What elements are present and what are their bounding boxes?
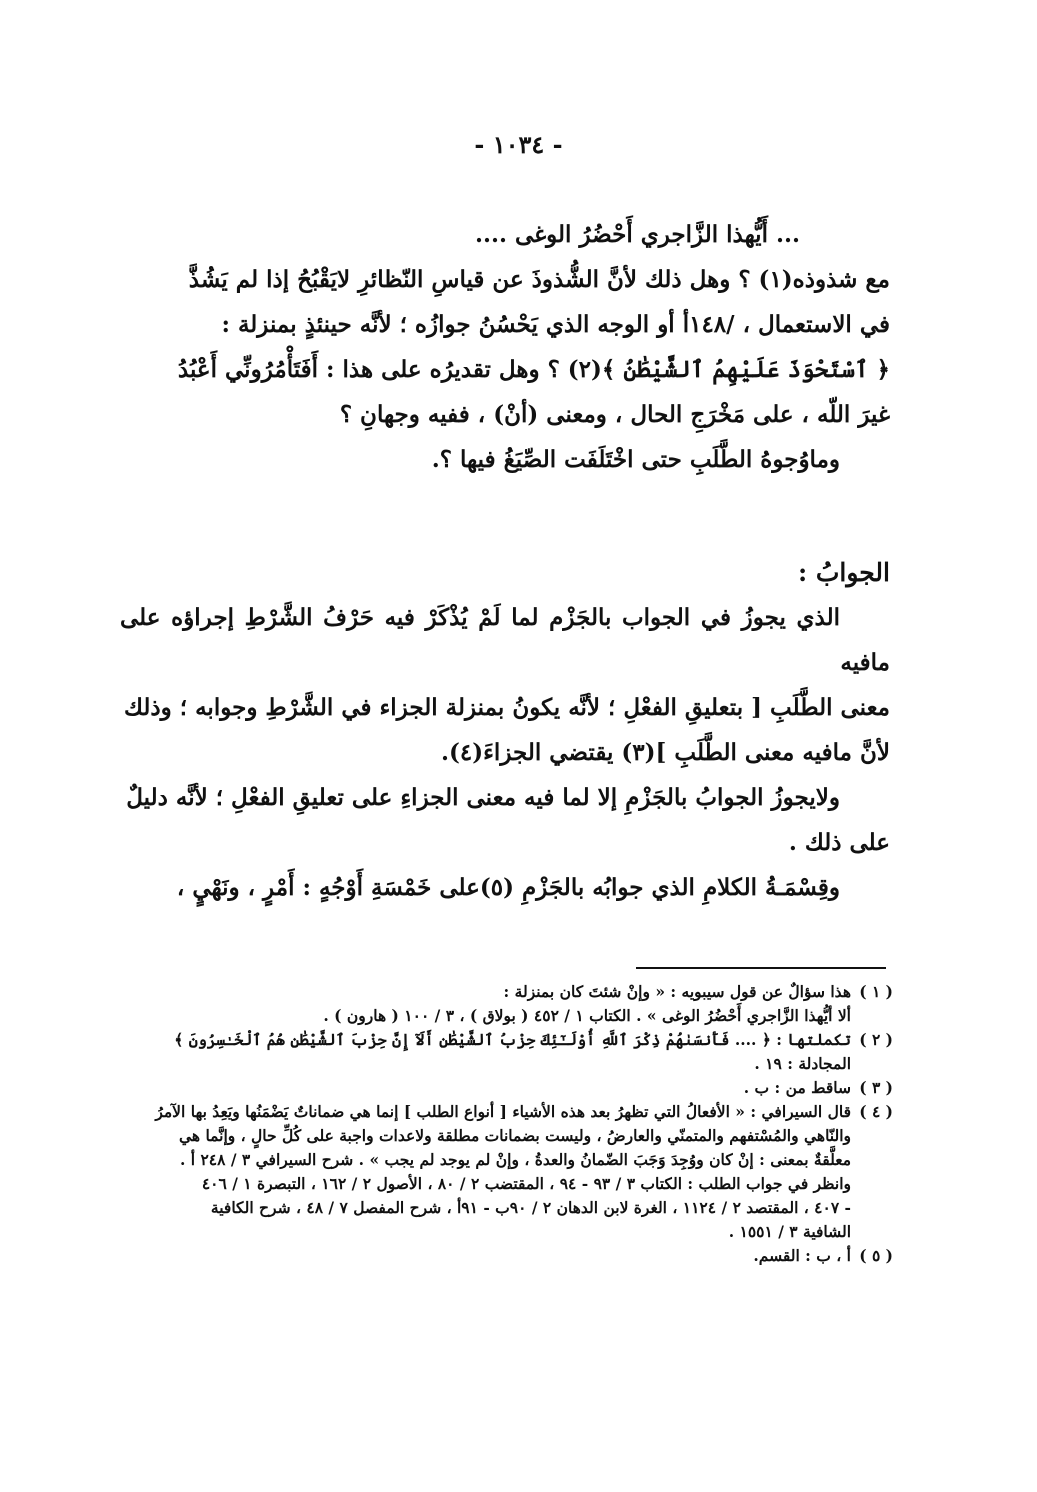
- footnote-number: ( ٥ ): [859, 1246, 893, 1265]
- footnote-4: [118, 1100, 893, 1244]
- answer-line-2: معنى الطَّلَبِ [ بتعليقِ الفعْلِ ؛ لأنَّه يكونُ بمنزلة الجزاء في الشَّرْطِ وجوابه ؛ وذلك: [124, 694, 890, 721]
- footnote-number: ( ١ ): [859, 982, 893, 1001]
- question-paragraph: [120, 257, 890, 437]
- footnote-2: [118, 1028, 893, 1076]
- footnote-line: الشافية ٣ / ١٥٥١ .: [728, 1222, 851, 1241]
- footnote-line: تكملتها : ﴿ .... فَأَنسَىٰهُمْ ذِكْرَ ٱللَّهِ أُوْلَـٰٓئِكَ حِزْبُ ٱلشَّيْطَٰنِ أَلَآ إِنَّ حِزْبَ ٱلشَّيْطَٰنِ هُمُ ٱلْخَـٰسِرُونَ ﴾: [174, 1030, 851, 1049]
- footnote-divider: [636, 967, 886, 969]
- answer-line-1: الذي يجوزُ في الجواب بالجَزْم لما لَمْ يُذْكَرْ فيه حَرْفُ الشَّرْطِ إجراؤه على مافيه: [120, 604, 890, 676]
- question-line-2: في الاستعمال ، /١٤٨أ أو الوجه الذي يَحْسُنُ جوازُه ؛ لأنَّه حينئذٍ بمنزلة :: [221, 311, 890, 338]
- footnote-line: - ٤٠٧ ، المقتصد ٢ / ١١٢٤ ، الغرة لابن الدهان ٢ / ٩٠ب - ٩١أ ، شرح المفصل ٧ / ٤٨ ، شرح الكافية: [210, 1198, 851, 1217]
- footnote-body: [118, 1028, 851, 1076]
- answer-paragraph-2: [120, 775, 890, 865]
- question-line-4: غيرَ اللّه ، على مَخْرَجِ الحال ، ومعنى (أنْ) ، ففيه وجهانِ ؟: [339, 401, 890, 428]
- footnote-number: ( ٤ ): [859, 1102, 893, 1121]
- answer-line-3: لأنَّ مافيه معنى الطَّلَبِ ](٣) يقتضي الجزاءَ(٤).: [440, 739, 890, 766]
- answer-line-4: ولايجوزُ الجوابُ بالجَزْمِ إلا لما فيه معنى الجزاءِ على تعليقِ الفعْلِ ؛ لأنَّه دليلٌ: [126, 784, 840, 811]
- footnote-line: معلَّقةٌ بمعنى : إنْ كان ووُجِدَ وَجَبَ الضّمانُ والعدةُ ، وإنْ لم يوجد لم يجب » . شرح السيرافي ٣ / ٢٤٨ أ .: [179, 1150, 851, 1169]
- footnote-line: وانظر في جواب الطلب : الكتاب ٣ / ٩٣ - ٩٤ ، المقتضب ٢ / ٨٠ ، الأصول ٢ / ١٦٢ ، التبصرة ١ / ٤٠٦: [201, 1174, 851, 1193]
- poetry-verse: ... أَيُّهذا الزَّاجري أَحْضُرُ الوغى ....: [474, 221, 800, 248]
- footnote-number: ( ٣ ): [859, 1078, 893, 1097]
- footnote-line: قال السيرافي : « الأفعالُ التي تظهرُ بعد هذه الأشياء [ أنواع الطلب ] إنما هي ضماناتٌ يَضْمَنُها ويَعِدُ بها الآمرُ: [155, 1102, 851, 1121]
- question-line-3: ﴿ ٱسْتَحْوَذَ عَلَيْهِمُ ٱلشَّيْطَٰنُ ﴾(٢) ؟ وهل تقديرُه على هذا : أَفَتَأْمُرُونِّي أَعْبُدُ: [177, 356, 890, 383]
- footnote-line: ساقط من : ب .: [743, 1078, 851, 1097]
- footnote-line: المجادلة : ١٩ .: [754, 1054, 851, 1073]
- footnote-line: هذا سؤالٌ عن قول سيبويه : « وإنْ شئتَ كان بمنزلة :: [503, 982, 851, 1001]
- footnote-body: [118, 1100, 851, 1244]
- footnote-line: أ ، ب : القسم.: [753, 1246, 851, 1265]
- question-paragraph-2: وماوُجوهُ الطَّلَبِ حتى اخْتَلَفَت الصِّيَغُ فيها ؟.: [431, 446, 840, 473]
- answer-heading: الجوابُ :: [797, 558, 890, 587]
- footnote-body: [118, 1076, 851, 1100]
- footnote-line: ألا أيُّهذا الزَّاجري أَحْضُرُ الوغى » . الكتاب ١ / ٤٥٢ ( بولاق ) ، ٣ / ١٠٠ ( هارون ) .: [323, 1006, 851, 1025]
- question-line-1: مع شذوذه(١) ؟ وهل ذلك لأنَّ الشُّذوذَ عن قياسِ النّظائرِ لايَقْبُحُ إذا لم يَشُذَّ: [188, 266, 890, 293]
- footnote-line: والنّاهي والمُسْتفهم والمتمنّي والعارضُ ، وليست بضمانات مطلقة ولاعدات واجبة على كُلِّ حالٍ ، وإنَّما هي: [178, 1126, 851, 1145]
- answer-line-5: على ذلك .: [788, 829, 890, 856]
- answer-paragraph-3: وقِسْمَـةُ الكلامِ الذي جوابُه بالجَزْمِ (٥)على خَمْسَةِ أَوْجُهٍ : أَمْرٍ ، ونَهْيٍ ،: [176, 874, 840, 901]
- footnote-5: [118, 1244, 893, 1268]
- answer-paragraph-1: [120, 595, 890, 775]
- footnote-number: ( ٢ ): [859, 1030, 893, 1049]
- footnotes: [118, 980, 893, 1268]
- footnote-1: [118, 980, 893, 1028]
- main-text: [120, 212, 890, 910]
- page-number: - ١٠٣٤ -: [474, 130, 563, 159]
- footnote-body: [118, 980, 851, 1028]
- footnote-3: [118, 1076, 893, 1100]
- footnote-body: [118, 1244, 851, 1268]
